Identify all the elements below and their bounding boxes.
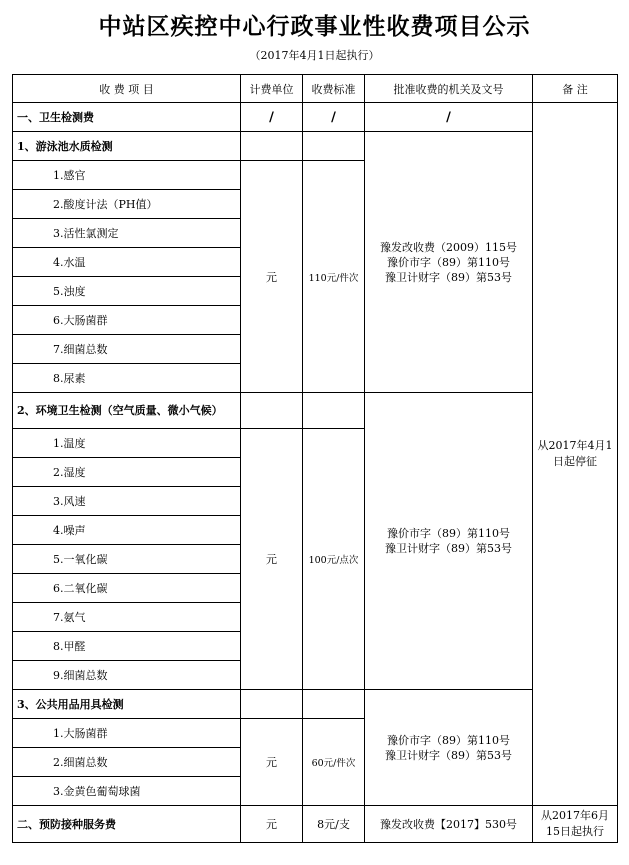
empty-cell — [303, 690, 365, 719]
list-item: 9.细菌总数 — [13, 661, 241, 690]
standard-group3: 60元/件次 — [303, 719, 365, 806]
empty-cell — [241, 132, 303, 161]
standard-group2: 100元/点次 — [303, 429, 365, 690]
standard-cell: / — [303, 103, 365, 132]
section-title-hygiene: 一、卫生检测费 — [13, 103, 241, 132]
unit-cell: / — [241, 103, 303, 132]
empty-cell — [303, 393, 365, 429]
approval-cell: / — [365, 103, 533, 132]
header-approval: 批准收费的机关及文号 — [365, 75, 533, 103]
list-item: 5.一氧化碳 — [13, 545, 241, 574]
list-item: 1.温度 — [13, 429, 241, 458]
table-row — [13, 393, 618, 429]
group-title-pool: 1、游泳池水质检测 — [13, 132, 241, 161]
list-item: 2.酸度计法（PH值） — [13, 190, 241, 219]
table-row — [13, 806, 618, 843]
list-item: 7.氨气 — [13, 603, 241, 632]
effective-date: （2017年4月1日起执行） — [249, 49, 380, 62]
approval-line: 豫发改收费（2009）115号 — [380, 240, 517, 254]
approval-line: 豫卫计财字（89）第53号 — [385, 542, 512, 555]
list-item: 1.大肠菌群 — [13, 719, 241, 748]
fee-table — [12, 74, 618, 843]
list-item: 2.细菌总数 — [13, 748, 241, 777]
table-row — [13, 103, 618, 132]
page-title: 中站区疾控中心行政事业性收费项目公示 — [98, 14, 531, 40]
approval-cell: 豫发改收费【2017】530号 — [365, 806, 533, 843]
remark-vaccination: 从2017年6月15日起执行 — [533, 806, 618, 843]
approval-line: 豫卫计财字（89）第53号 — [385, 748, 512, 762]
header-standard: 收费标准 — [303, 75, 365, 103]
empty-cell — [241, 393, 303, 429]
unit-cell: 元 — [241, 806, 303, 843]
table-header-row — [13, 75, 618, 103]
table-row — [13, 132, 618, 161]
list-item: 1.感官 — [13, 161, 241, 190]
header-remark: 备 注 — [533, 75, 618, 103]
unit-group2: 元 — [241, 429, 303, 690]
list-item: 4.噪声 — [13, 516, 241, 545]
approval-line: 豫价市字（89）第110号 — [387, 733, 510, 747]
standard-cell: 8元/支 — [303, 806, 365, 843]
group-title-public-goods: 3、公共用品用具检测 — [13, 690, 241, 719]
list-item: 7.细菌总数 — [13, 335, 241, 364]
list-item: 4.水温 — [13, 248, 241, 277]
list-item: 3.风速 — [13, 487, 241, 516]
empty-cell — [303, 132, 365, 161]
unit-group3: 元 — [241, 719, 303, 806]
list-item: 6.大肠菌群 — [13, 306, 241, 335]
list-item: 3.金黄色葡萄球菌 — [13, 777, 241, 806]
table-row — [13, 690, 618, 719]
approval-line: 豫价市字（89）第110号 — [387, 527, 510, 540]
list-item: 3.活性氯测定 — [13, 219, 241, 248]
section-title-vaccination: 二、预防接种服务费 — [13, 806, 241, 843]
header-unit: 计费单位 — [241, 75, 303, 103]
approval-group3 — [365, 690, 533, 806]
group-title-environment: 2、环境卫生检测（空气质量、微小气候） — [13, 393, 241, 429]
empty-cell — [241, 690, 303, 719]
approval-group2 — [365, 393, 533, 690]
list-item: 8.甲醛 — [13, 632, 241, 661]
unit-group1: 元 — [241, 161, 303, 393]
list-item: 6.二氧化碳 — [13, 574, 241, 603]
standard-group1: 110元/件次 — [303, 161, 365, 393]
list-item: 8.尿素 — [13, 364, 241, 393]
list-item: 5.浊度 — [13, 277, 241, 306]
remark-suspended: 从2017年4月1日起停征 — [533, 103, 618, 806]
list-item: 2.湿度 — [13, 458, 241, 487]
approval-line: 豫卫计财字（89）第53号 — [385, 270, 512, 284]
approval-group1 — [365, 132, 533, 393]
header-item: 收 费 项 目 — [13, 75, 241, 103]
approval-line: 豫价市字（89）第110号 — [387, 255, 510, 269]
